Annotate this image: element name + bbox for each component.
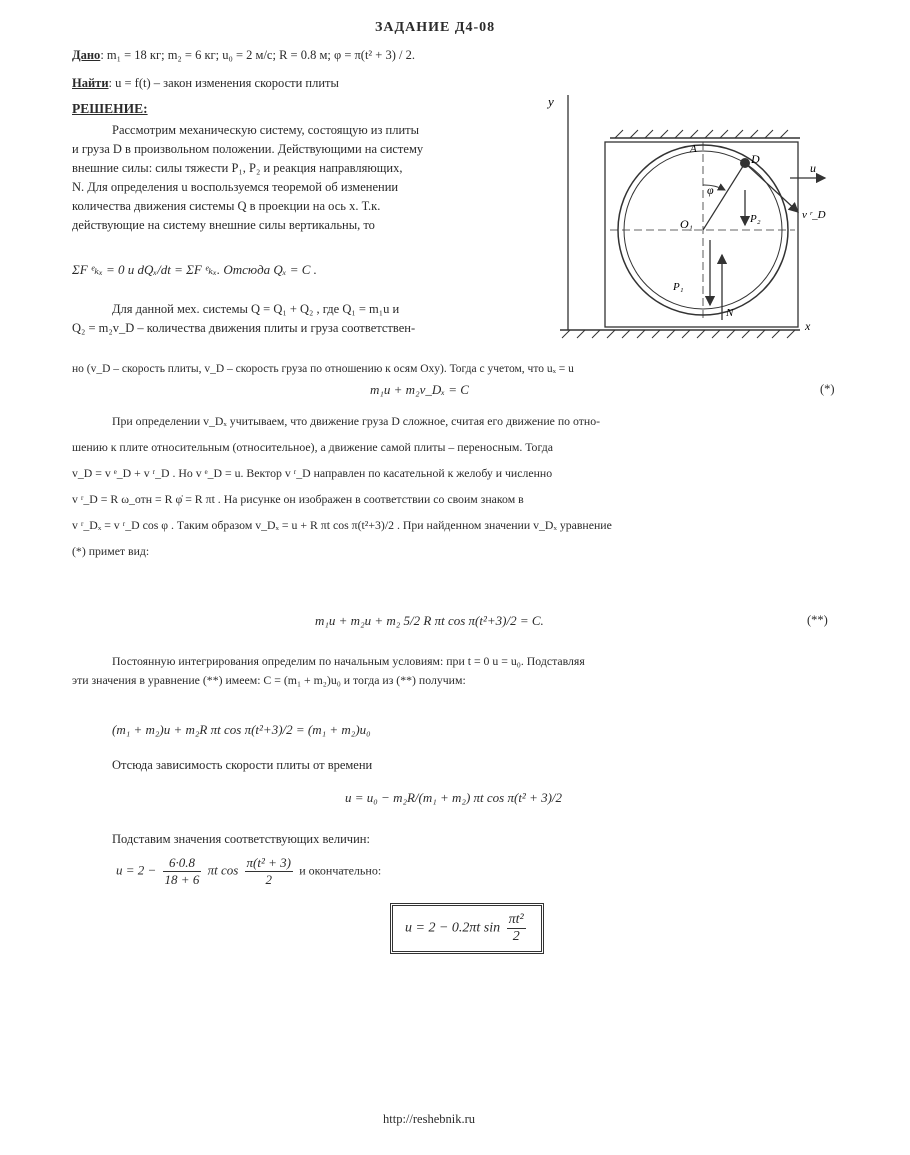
text-line: Рассмотрим механическую систему, состоящую из плиты bbox=[112, 123, 420, 137]
text-line: шению к плите относительным (относительное), а движение самой плиты – переносным. Тогда bbox=[72, 440, 553, 454]
d-label: D bbox=[751, 152, 760, 166]
mechanism-figure bbox=[540, 90, 840, 350]
footer-url: http://reshebnik.ru bbox=[383, 1112, 475, 1126]
solution-paragraph-4 bbox=[72, 652, 585, 690]
page-title: ЗАДАНИЕ Д4-08 bbox=[375, 20, 496, 35]
text-line: v ʳ_D = R ω_отн = R φ̇ = R πt . На рисунке он изображен в соответствии со своим знаком в bbox=[72, 492, 524, 506]
text-line: Q₂ = m₂v_D – количества движения плиты и груза соответствен- bbox=[72, 321, 416, 335]
answer-prefix: u = 2 − 0.2πt sin bbox=[405, 920, 501, 936]
a-label: A bbox=[690, 143, 697, 155]
find-line bbox=[72, 76, 339, 91]
y-axis-label: y bbox=[548, 94, 554, 109]
equation-1-number: (*) bbox=[820, 382, 835, 396]
p1-label: P₁ bbox=[673, 281, 684, 293]
bottom-guide-hatch bbox=[560, 330, 800, 338]
text-line: и груза D в произвольном положении. Действующими на систему bbox=[72, 142, 424, 156]
fraction-denominator: 18 + 6 bbox=[164, 872, 200, 887]
equation-1: m₁u + m₂v_Dₓ = C bbox=[370, 382, 469, 397]
solution-label: РЕШЕНИЕ: bbox=[72, 101, 148, 116]
n-label: N bbox=[726, 307, 734, 319]
fraction bbox=[507, 912, 526, 945]
text-line: При определении v_Dₓ учитываем, что движение груза D сложное, считая его движение по отно- bbox=[112, 414, 601, 428]
fraction-denominator: 2 bbox=[265, 872, 273, 887]
o1-label: O₁ bbox=[680, 217, 693, 231]
text-line: (*) примет вид: bbox=[72, 544, 150, 558]
solution-paragraph-1 bbox=[72, 121, 423, 235]
text-line: Постоянную интегрирования определим по начальным условиям: при t = 0 u = u₀. Подставляя bbox=[112, 654, 585, 668]
given-line bbox=[72, 48, 415, 63]
phi-label: φ bbox=[707, 183, 714, 197]
text-line: Отсюда зависимость скорости плиты от времени bbox=[112, 758, 373, 772]
eq5-suffix: и окончательно: bbox=[299, 863, 382, 878]
text-line: Для данной мех. системы Q = Q₁ + Q₂ , где Q₁ = m₁u и bbox=[112, 302, 400, 316]
fraction-denominator: 2 bbox=[512, 929, 520, 944]
text-line: v ʳ_Dₓ = v ʳ_D cos φ . Таким образом v_Dₓ = u + R πt cos π(t²+3)/2 . При найденном значении v_Dₓ уравнение bbox=[72, 518, 612, 532]
equation-3: (m₁ + m₂)u + m₂R πt cos π(t²+3)/2 = (m₁ + m₂)u₀ bbox=[112, 722, 371, 737]
relative-velocity-arrow bbox=[745, 163, 798, 212]
fraction bbox=[163, 855, 202, 888]
p2-label: P₂ bbox=[750, 213, 761, 225]
equation-2: m₁u + m₂u + m₂ 5/2 R πt cos π(t²+3)/2 = C. bbox=[315, 613, 544, 628]
equation-4: u = u₀ − m₂R/(m₁ + m₂) πt cos π(t² + 3)/2 bbox=[345, 790, 563, 805]
fraction-numerator: 6·0.8 bbox=[163, 855, 202, 872]
solution-paragraph-3 bbox=[72, 408, 612, 564]
solution-paragraph-2 bbox=[72, 300, 415, 338]
find-label: Найти bbox=[72, 76, 109, 90]
plate bbox=[605, 142, 798, 327]
text-line: Подставим значения соответствующих величин: bbox=[112, 832, 370, 846]
text-line: v_D = v ᵉ_D + v ʳ_D . Но v ᵉ_D = u. Вектор v ʳ_D направлен по касательной к желобу и численно bbox=[72, 466, 553, 480]
text-line: внешние силы: силы тяжести P₁, P₂ и реакция направляющих, bbox=[72, 161, 403, 175]
top-guide-hatch bbox=[610, 130, 800, 138]
fraction bbox=[245, 855, 293, 888]
fraction-numerator: π(t² + 3) bbox=[246, 855, 291, 870]
find-text: : u = f(t) – закон изменения скорости плиты bbox=[108, 76, 339, 90]
answer-box bbox=[390, 903, 544, 954]
text-line: но (v_D – скорость плиты, v_D – скорость груза по отношению к осям Oxy). Тогда с учетом, что uₓ = u bbox=[72, 363, 574, 375]
x-axis-label: x bbox=[805, 319, 811, 333]
given-text: : m₁ = 18 кг; m₂ = 6 кг; u₀ = 2 м/с; R = 0.8 м; φ = π(t² + 3) / 2. bbox=[100, 48, 415, 62]
equation-momentum-conservation: ΣF ᵉₖₓ = 0 и dQₓ/dt = ΣF ᵉₖₓ. Отсюда Qₓ = C . bbox=[72, 262, 317, 277]
equation-2-number: (**) bbox=[807, 613, 828, 627]
eq5-mid: πt cos bbox=[207, 862, 239, 878]
fraction-numerator: πt² bbox=[508, 912, 524, 927]
given-label: Дано bbox=[72, 48, 101, 62]
u-label: u bbox=[810, 161, 816, 175]
text-line: эти значения в уравнение (**) имеем: C = (m₁ + m₂)u₀ и тогда из (**) получим: bbox=[72, 673, 466, 687]
text-line: N. Для определения u воспользуемся теоремой об изменении bbox=[72, 180, 399, 194]
text-line: количества движения системы Q в проекции на ось x. Т.к. bbox=[72, 199, 381, 213]
text-line: действующие на систему внешние силы вертикальны, то bbox=[72, 218, 375, 232]
vr-label: v ʳ_D bbox=[802, 209, 826, 221]
equation-5 bbox=[116, 855, 381, 888]
eq5-prefix: u = 2 − bbox=[116, 862, 157, 878]
